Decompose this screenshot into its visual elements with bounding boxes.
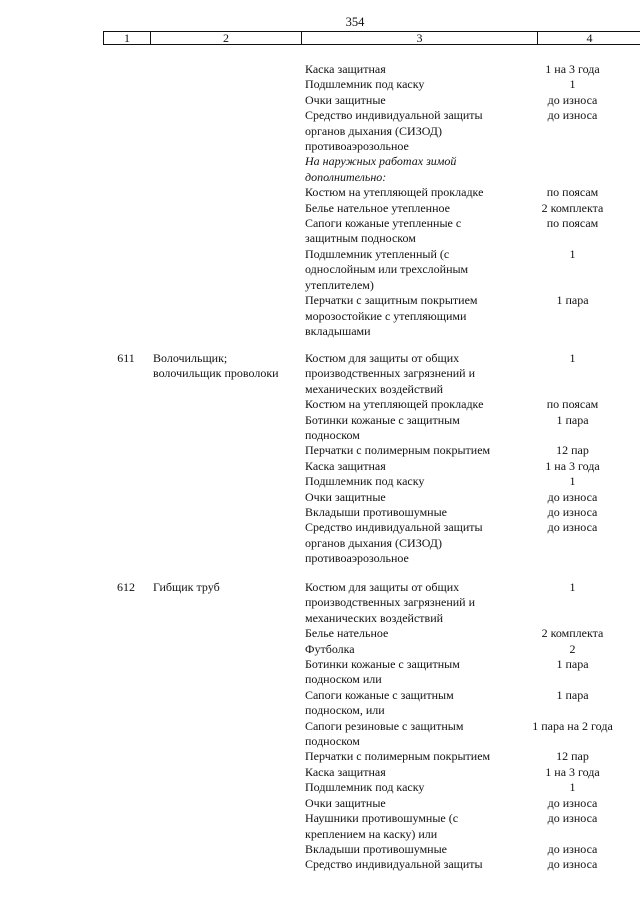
table-row: [305, 642, 640, 657]
ppe-issue-norm: до износа: [547, 489, 598, 504]
ppe-issue-norm: 1 пара: [556, 657, 589, 672]
ppe-item-name: Костюм для защиты от общих производственных загрязнений и механических воздействий: [305, 580, 476, 625]
table-row: [305, 154, 640, 185]
ppe-issue-norm: 1 на 3 года: [545, 764, 600, 779]
ppe-item-name: Средство индивидуальной защиты: [305, 857, 483, 872]
table-row: [305, 505, 640, 520]
table-row: [305, 765, 640, 780]
table-row: [305, 490, 640, 505]
page-number: 354: [345, 15, 365, 29]
ppe-issue-norm: до износа: [547, 795, 598, 810]
ppe-issue-norm: 2: [569, 641, 576, 656]
ppe-item-name: Очки защитные: [305, 489, 386, 504]
ppe-issue-norm: 12 пар: [556, 749, 589, 764]
ppe-issue-norm: до износа: [547, 857, 598, 872]
ppe-issue-norm: по поясам: [546, 216, 599, 231]
table-row: [305, 749, 640, 764]
table-row: [305, 811, 640, 842]
ppe-issue-norm: до износа: [547, 92, 598, 107]
ppe-item-name: Сапоги кожаные с защитным подноском, или: [305, 687, 454, 718]
table-row: [305, 796, 640, 811]
ppe-item-name: Ботинки кожаные с защитным подноском или: [305, 657, 460, 687]
ppe-item-name: Каска защитная: [305, 458, 386, 473]
ppe-item-name: Очки защитные: [305, 92, 386, 107]
table-row: [305, 459, 640, 474]
table-row: [305, 201, 640, 216]
ppe-issue-norm: до износа: [547, 841, 598, 856]
table-row: [305, 688, 640, 719]
ppe-item-name: Белье нательное: [305, 626, 389, 641]
ppe-item-name: Перчатки с защитным покрытием морозостойкие с утепляющими вкладышами: [305, 293, 478, 338]
table-row: [305, 293, 640, 339]
ppe-issue-norm: 1: [569, 246, 576, 261]
table-row: [305, 780, 640, 795]
column-header-4: 4: [538, 32, 640, 45]
ppe-issue-norm: 1 пара: [556, 687, 589, 702]
ppe-item-name: Наушники противошумные (с креплением на каску) или: [305, 811, 459, 841]
ppe-issue-norm: до износа: [547, 811, 598, 826]
table-row: [305, 520, 640, 566]
ppe-item-name: Костюм на утепляющей прокладке: [305, 185, 484, 200]
ppe-item-name: Сапоги резиновые с защитным подноском: [305, 718, 464, 749]
ppe-item-name: Белье нательное утепленное: [305, 200, 450, 215]
ppe-item-name: Ботинки кожаные с защитным подноском: [305, 412, 460, 443]
column-header-1: 1: [104, 32, 151, 45]
ppe-item-name: Средство индивидуальной защиты органов дыхания (СИЗОД) противоаэрозольное: [305, 520, 483, 566]
table-row: [305, 108, 640, 154]
ppe-issue-norm: по поясам: [546, 185, 599, 200]
ppe-item-name: Средство индивидуальной защиты органов дыхания (СИЗОД) противоаэрозольное: [305, 108, 483, 154]
ppe-issue-norm: 1 на 3 года: [545, 62, 600, 76]
ppe-list: [305, 351, 640, 567]
ppe-issue-norm: 1: [569, 780, 576, 795]
table-row: [305, 216, 640, 247]
ppe-item-name: Вкладыши противошумные: [305, 841, 447, 856]
table-row: [305, 580, 640, 626]
table-row: [305, 474, 640, 489]
ppe-issue-norm: 1: [569, 351, 576, 365]
profession-name: Волочильщик; волочильщик проволоки: [153, 351, 279, 381]
table-row: [305, 626, 640, 641]
ppe-item-name: Подшлемник под каску: [305, 474, 425, 489]
ppe-item-name: Сапоги кожаные утепленные с защитным подноском: [305, 216, 462, 246]
ppe-issue-norm: 1 пара: [556, 412, 589, 427]
ppe-issue-norm: по поясам: [546, 397, 599, 412]
profession-name: Гибщик труб: [153, 580, 220, 594]
ppe-issue-norm: до износа: [547, 108, 598, 123]
table-row: [305, 857, 640, 872]
table-row: [305, 77, 640, 92]
ppe-item-name: Каска защитная: [305, 764, 386, 779]
column-header-2: 2: [151, 32, 302, 45]
table-row: [305, 62, 640, 77]
ppe-item-name: Футболка: [305, 641, 355, 656]
ppe-subheading: На наружных работах зимой дополнительно:: [305, 154, 457, 184]
ppe-item-name: Подшлемник утепленный (с однослойным или трехслойным утеплителем): [305, 246, 469, 292]
ppe-item-name: Перчатки с полимерным покрытием: [305, 443, 491, 458]
profession-code: 612: [117, 580, 135, 594]
ppe-item-name: Перчатки с полимерным покрытием: [305, 749, 491, 764]
table-row: [305, 413, 640, 444]
ppe-issue-norm: 2 комплекта: [541, 626, 604, 641]
ppe-item-name: Вкладыши противошумные: [305, 505, 447, 520]
ppe-item-name: Костюм на утепляющей прокладке: [305, 397, 484, 412]
ppe-issue-norm: 1 пара на 2 года: [532, 718, 613, 733]
table-row: [305, 247, 640, 293]
ppe-issue-norm: 1 пара: [556, 293, 589, 308]
ppe-issue-norm: 1: [569, 77, 576, 92]
ppe-issue-norm: 2 комплекта: [541, 200, 604, 215]
table-row: [305, 719, 640, 750]
table-row: [305, 657, 640, 688]
ppe-item-name: Подшлемник под каску: [305, 77, 425, 92]
column-header-3: 3: [302, 32, 538, 45]
table-row: [305, 93, 640, 108]
ppe-item-name: Костюм для защиты от общих производственных загрязнений и механических воздействий: [305, 351, 476, 396]
table-row: [305, 443, 640, 458]
ppe-issue-norm: 1 на 3 года: [545, 458, 600, 473]
ppe-issue-norm: 1: [569, 580, 576, 594]
ppe-list: [305, 580, 640, 873]
ppe-item-name: Очки защитные: [305, 795, 386, 810]
profession-code: 611: [117, 351, 135, 365]
column-header-row: [103, 31, 640, 45]
table-row: [305, 185, 640, 200]
table-row: [305, 842, 640, 857]
table-row: [305, 397, 640, 412]
ppe-item-name: Каска защитная: [305, 62, 386, 76]
ppe-issue-norm: 12 пар: [556, 443, 589, 458]
table-row: [305, 351, 640, 397]
ppe-list: [305, 62, 640, 339]
ppe-issue-norm: 1: [569, 474, 576, 489]
ppe-issue-norm: до износа: [547, 505, 598, 520]
ppe-issue-norm: до износа: [547, 520, 598, 535]
ppe-item-name: Подшлемник под каску: [305, 780, 425, 795]
